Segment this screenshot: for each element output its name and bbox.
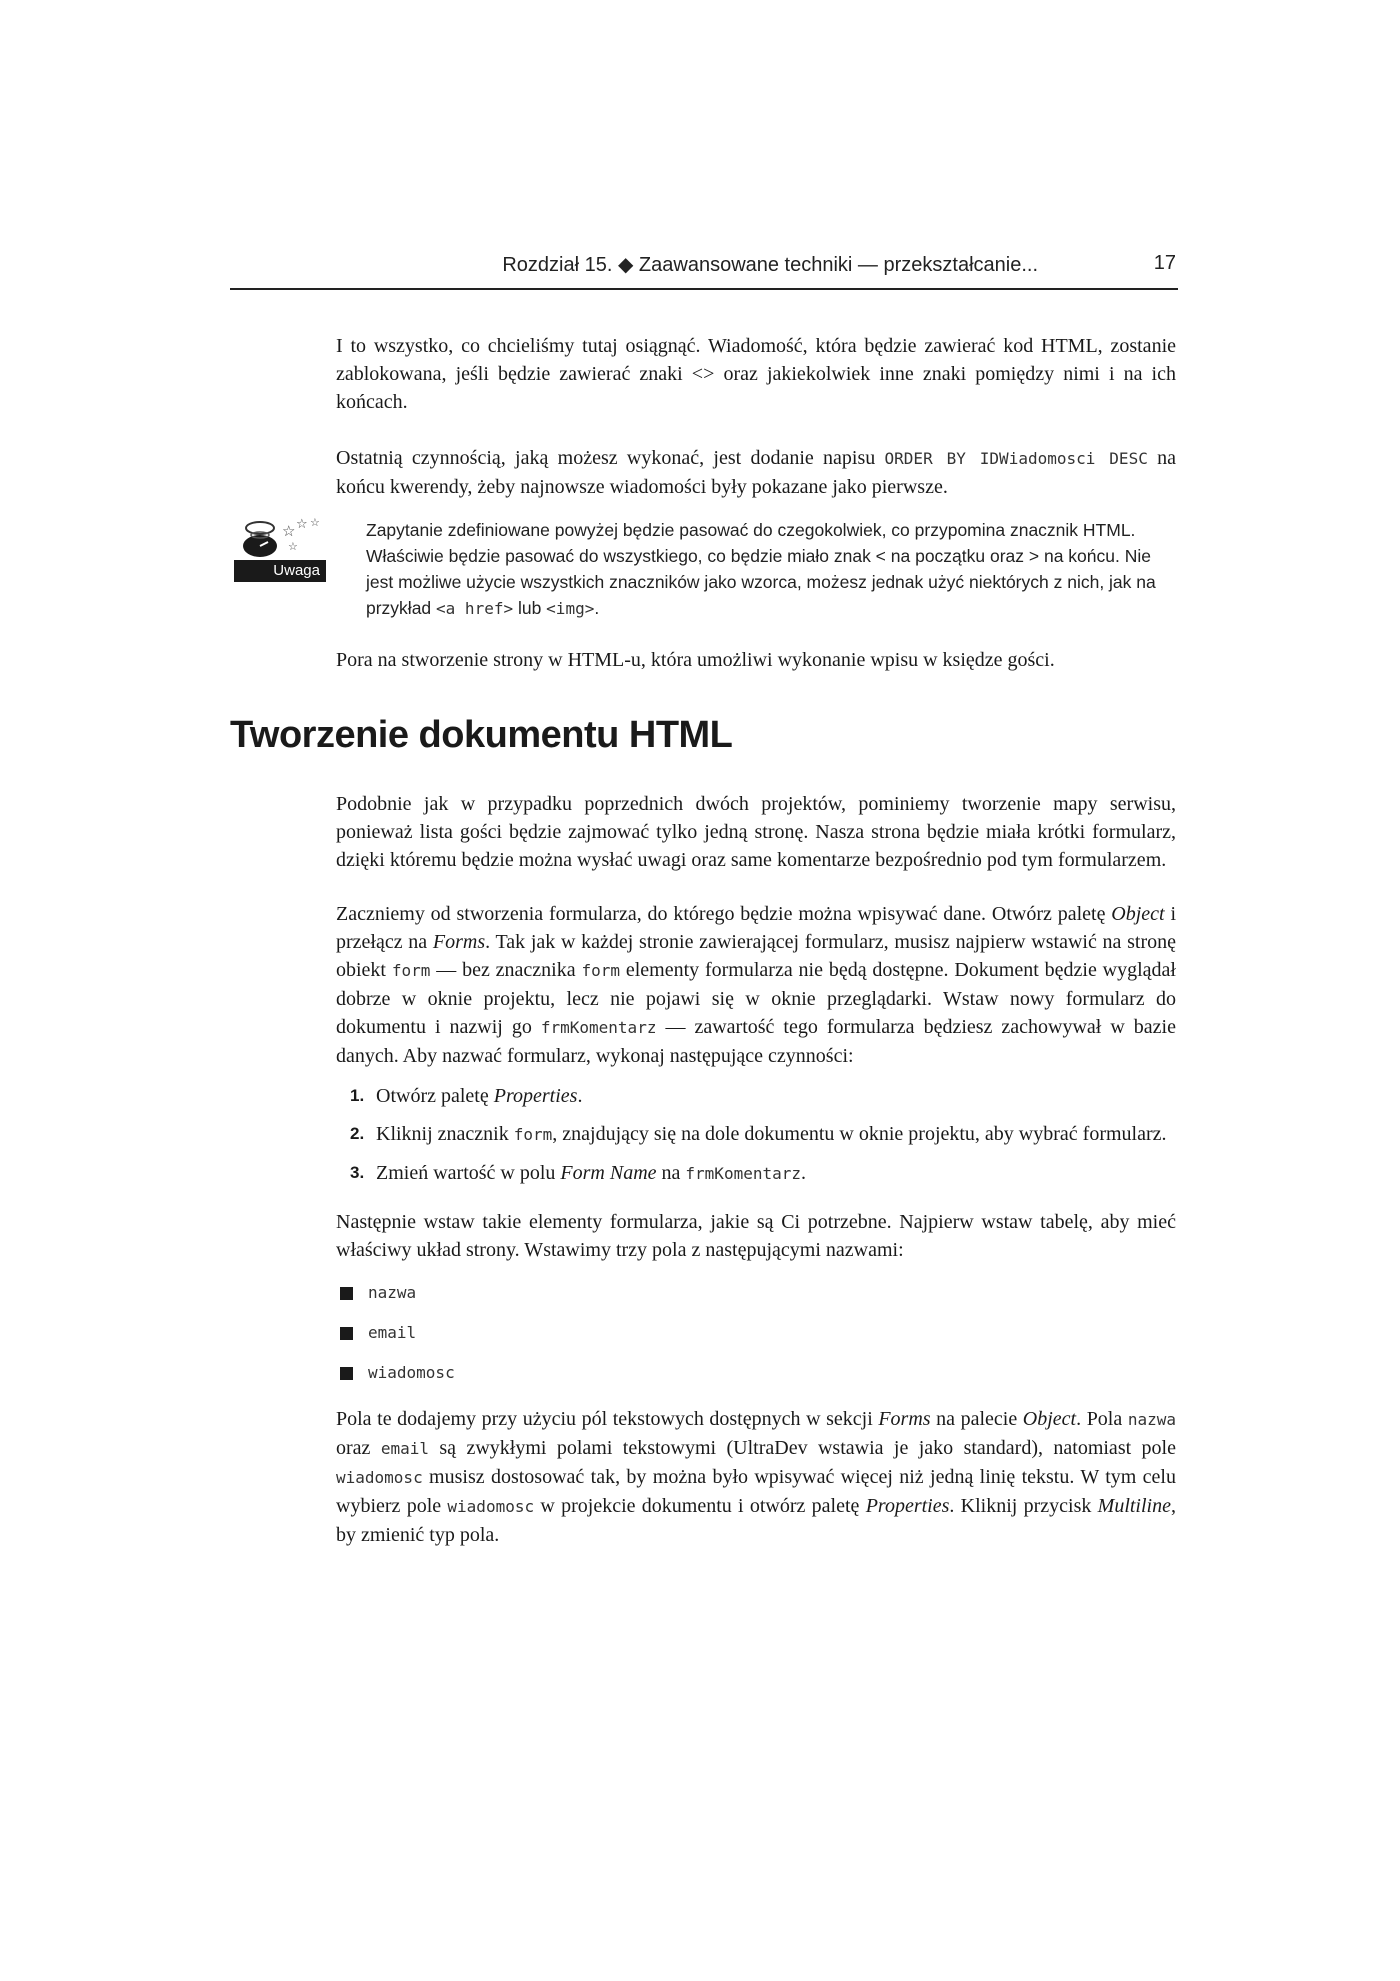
code-a-href: <a href> [436, 599, 514, 618]
note-text-a: Zapytanie zdefiniowane powyżej będzie pasować do czegokolwiek, co przypomina znacznik HTML. Właściwie będzie pasować do wszystkiego, co będzie miało znak < na początku oraz > na końcu. Nie jest możliwe użycie wszystkich znaczników jako wzorca, możesz jednak użyć niektórych z nich, jak na przykład [366, 520, 1156, 618]
paragraph-7-text: , by zmienić typ pola. [336, 1495, 1176, 1546]
paragraph-5-text-b: i przełącz na [336, 903, 1177, 953]
paragraph-7-text: . Kliknij przycisk [949, 1495, 1098, 1517]
step-text: Otwórz paletę [376, 1085, 494, 1107]
note-icon [232, 516, 332, 586]
list-item [336, 1082, 1176, 1110]
paragraph-7-text: musisz dostosować tak, by można było wpisywać więcej niż jedną linię tekstu. W tym celu wybierz pole [336, 1466, 1176, 1517]
code-wiadomosc: wiadomosc [336, 1468, 423, 1487]
note-text-c: . [594, 598, 600, 618]
term-multiline: Multiline [1097, 1495, 1171, 1517]
code-form: form [513, 1125, 553, 1144]
step-text: Kliknij znacznik [376, 1123, 514, 1145]
paragraph-7 [336, 1405, 1176, 1549]
svg-text:☆: ☆ [288, 540, 298, 553]
step-text: na [656, 1162, 686, 1184]
code-nazwa: nazwa [1127, 1410, 1176, 1429]
paragraph-2-text-b: na końcu kwerendy, żeby najnowsze wiadomości były pokazane jako pierwsze. [336, 447, 1176, 498]
section-heading: Tworzenie dokumentu HTML [230, 714, 733, 756]
step-text: , znajdujący się na dole dokumentu w oknie projektu, aby wybrać formularz. [552, 1123, 1167, 1145]
paragraph-5 [336, 900, 1176, 1070]
step-number: 3. [350, 1163, 365, 1182]
note-text [366, 517, 1178, 622]
chapter-title: Rozdział 15. ◆ Zaawansowane techniki — przekształcanie... [502, 254, 1038, 276]
paragraph-5-text-c: . Tak jak w każdej stronie zawierającej formularz, musisz najpierw wstawić na stronę obiekt [336, 931, 1176, 981]
term-forms: Forms [432, 931, 486, 953]
list-item [336, 1278, 1176, 1307]
bullet-square-icon [340, 1327, 353, 1340]
code-frmkomentarz: frmKomentarz [685, 1164, 801, 1183]
paragraph-7-text: w projekcie dokumentu i otwórz paletę [534, 1495, 866, 1517]
bullet-square-icon [340, 1287, 353, 1300]
code-frmkomentarz: frmKomentarz [540, 1018, 657, 1037]
list-item [336, 1358, 1176, 1387]
paragraph-3: Pora na stworzenie strony w HTML-u, która umożliwi wykonanie wpisu w księdze gości. [336, 649, 1055, 671]
code-form: form [391, 961, 431, 980]
field-name: nazwa [368, 1283, 417, 1302]
paragraph-7-text: są zwykłymi polami tekstowymi (UltraDev wstawia je jako standard), natomiast pole [428, 1437, 1176, 1459]
paragraph-7-text: na palecie [930, 1408, 1023, 1430]
page-number: 17 [1153, 252, 1176, 274]
paragraph-5-text-f: — zawartość tego formularza będziesz zachowywał w bazie danych. Aby nazwać formularz, wykonaj następujące czynności: [336, 1016, 1176, 1067]
step-text: Zmień wartość w polu [376, 1162, 561, 1184]
term-object: Object [1111, 903, 1165, 925]
main-text-bottom [336, 790, 1176, 1549]
field-name: email [368, 1323, 417, 1342]
step-text: . [801, 1162, 806, 1184]
paragraph-7-text: Pola te dodajemy przy użyciu pól tekstowych dostępnych w sekcji [336, 1408, 879, 1430]
list-item [336, 1159, 1176, 1188]
main-text-top [336, 332, 1176, 501]
step-number: 1. [350, 1086, 365, 1105]
code-form: form [581, 961, 620, 980]
paragraph-4: Podobnie jak w przypadku poprzednich dwóch projektów, pominiemy tworzenie mapy serwisu, ponieważ lista gości będzie zajmować tylko jedną stronę. Nasza strona będzie miała krótki formularz, dzięki któremu będzie można wysłać uwagi oraz same komentarze bezpośrednio pod tym formularzem. [336, 793, 1176, 871]
step-text: . [577, 1085, 583, 1107]
paragraph-6: Następnie wstaw takie elementy formularza, jakie są Ci potrzebne. Najpierw wstaw tabelę, aby mieć właściwy układ strony. Wstawimy trzy pola z następującymi nazwami: [336, 1211, 1176, 1261]
field-name: wiadomosc [368, 1363, 455, 1382]
paragraph-7-text: oraz [336, 1437, 381, 1459]
bullet-square-icon [340, 1367, 353, 1380]
paragraph-7-text: . Pola [1076, 1408, 1128, 1430]
term-forms: Forms [878, 1408, 931, 1430]
svg-text:☆: ☆ [282, 522, 296, 540]
code-order-by: ORDER BY IDWiadomosci DESC [884, 449, 1148, 468]
step-number: 2. [350, 1124, 365, 1143]
paragraph-5-text-e: elementy formularza nie będą dostępne. Dokument będzie wyglądał dobrze w oknie projektu, lecz nie pojawi się w oknie przeglądarki. Wstaw nowy formularz do dokumentu i nazwij go [336, 959, 1176, 1038]
term-properties: Properties [493, 1085, 578, 1107]
term-properties: Properties [865, 1495, 950, 1517]
note-label: Uwaga [234, 560, 326, 582]
steps-list [336, 1082, 1176, 1188]
list-item [336, 1120, 1176, 1149]
svg-text:☆: ☆ [310, 516, 320, 529]
paragraph-2 [336, 444, 1176, 501]
paragraph-5-text-a: Zaczniemy od stworzenia formularza, do którego będzie można wpisywać dane. Otwórz paletę [336, 903, 1112, 925]
term-form-name: Form Name [560, 1162, 657, 1184]
code-img: <img> [546, 599, 595, 618]
paragraph-5-text-d: — bez znacznika [430, 959, 582, 981]
code-email: email [380, 1439, 429, 1458]
paragraph-2-text-a: Ostatnią czynnością, jaką możesz wykonać, jest dodanie napisu [336, 447, 885, 469]
main-text-mid [336, 646, 1176, 674]
paragraph-1: I to wszystko, co chcieliśmy tutaj osiągnąć. Wiadomość, która będzie zawierać kod HTML, zostanie zablokowana, jeśli będzie zawierać znaki <> oraz jakiekolwiek inne znaki pomiędzy nimi i na ich końcach. [336, 335, 1176, 413]
page-header [230, 252, 1178, 290]
alarm-clock-icon [232, 516, 332, 562]
note-text-b: lub [513, 598, 547, 618]
svg-text:☆: ☆ [296, 517, 308, 532]
code-wiadomosc: wiadomosc [447, 1497, 535, 1516]
field-list [336, 1278, 1176, 1387]
list-item [336, 1318, 1176, 1347]
term-object: Object [1022, 1408, 1077, 1430]
